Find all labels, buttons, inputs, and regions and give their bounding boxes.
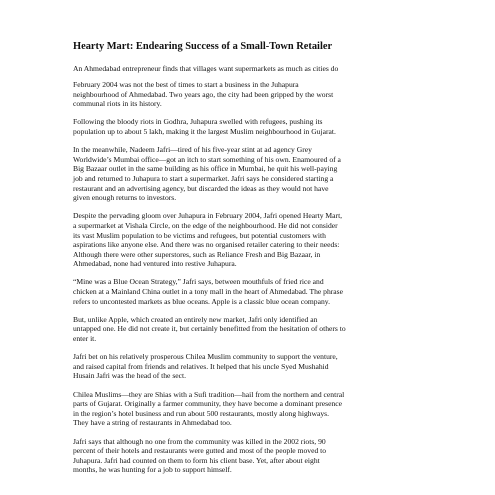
paragraph-line: in the region’s hotel business and run about 500 restaurants, mostly along highways. (73, 408, 330, 418)
paragraph-line: February 2004 was not the best of times to start a business in the Juhapura (73, 80, 299, 89)
paragraph-line: Big Bazaar outlet in the same building as his office in Mumbai, he quit his well-paying (73, 164, 338, 174)
paragraph-line: given enough returns to investors. (73, 193, 177, 203)
paragraph-line: untapped one. He did not create it, but certainly benefitted from the hesitation of others to (73, 324, 346, 334)
article-title: Hearty Mart: Endearing Success of a Small-Town Retailer (73, 41, 333, 52)
paragraph-line: a supermarket at Vishala Circle, on the edge of the neighbourhood. He did not consider (73, 220, 338, 230)
paragraph-line: population up to about 5 lakh, making it the largest Muslim neighbourhood in Gujarat. (73, 126, 336, 136)
paragraph-line: restaurant and an advertising agency, but discarded the ideas as they would not have (73, 183, 329, 193)
paragraph-line: In the meanwhile, Nadeem Jafri—tired of his five-year stint at ad agency Grey (73, 145, 312, 155)
paragraph-line: and raised capital from friends and relatives. It helped that his uncle Syed Mushahid (73, 361, 329, 371)
paragraph-line: aspirations like anyone else. And there was no organised retailer catering to their needs: (73, 240, 340, 250)
paragraph-line: They have a string of restaurants in Ahmedabad too. (73, 418, 232, 428)
article-paragraph (73, 277, 473, 306)
paragraph-line: percent of their hotels and restaurants were gutted and most of the people moved to (73, 446, 327, 456)
paragraph-line: Following the bloody riots in Godhra, Juhapura swelled with refugees, pushing its (73, 117, 323, 127)
paragraph-line: Although there were other superstores, such as Reliance Fresh and Big Bazaar, in (73, 249, 321, 259)
paragraph-line: Worldwide’s Mumbai office—got an itch to start something of his own. Enamoured of a (73, 154, 341, 164)
paragraph-line: its vast Muslim population to be victims and refugees, but potential customers with (73, 230, 326, 240)
paragraph-line: Husain Jafri was the head of the sect. (73, 371, 187, 381)
paragraph-line: enter it. (73, 334, 97, 344)
paragraph-line: Ahmedabad, none had ventured into restive Juhapura. (73, 259, 237, 269)
paragraph-line: “Mine was a Blue Ocean Strategy,” Jafri says, between mouthfuls of fried rice and (73, 277, 324, 287)
article-paragraph (73, 80, 473, 109)
paragraph-line: parts of Gujarat. Originally a farmer community, they have become a dominant presence (73, 399, 342, 409)
article-paragraph (73, 315, 473, 344)
article-paragraph (73, 145, 473, 203)
paragraph-line: Jafri says that although no one from the community was killed in the 2002 riots, 90 (73, 436, 326, 446)
article-body (73, 80, 473, 484)
paragraph-line: But, unlike Apple, which created an entirely new market, Jafri only identified an (73, 314, 318, 324)
paragraph-line: neighbourhood of Ahmedabad. Two years ago, the city had been gripped by the worst (73, 89, 334, 99)
paragraph-line: months, he was hunting for a job to support himself. (73, 465, 232, 475)
paragraph-line: job and returned to Juhapura to start a supermarket. Jafri says he considered starting a (73, 173, 334, 183)
paragraph-line: Chilea Muslims—they are Shias with a Sufi tradition—hail from the northern and central (73, 389, 345, 399)
article-paragraph (73, 211, 473, 269)
paragraph-line: communal riots in its history. (73, 99, 162, 109)
article-paragraph (73, 117, 473, 136)
article-paragraph (73, 352, 473, 381)
paragraph-line: refers to uncontested markets as blue oceans. Apple is a classic blue ocean company. (73, 296, 330, 306)
paragraph-line: Juhapura. Jafri had counted on them to form his client base. Yet, after about eight (73, 455, 320, 465)
paragraph-line: Jafri bet on his relatively prosperous Chilea Muslim community to support the venture, (73, 352, 338, 362)
article-paragraph (73, 390, 473, 428)
paragraph-line: Despite the pervading gloom over Juhapura in February 2004, Jafri opened Hearty Mart, (73, 211, 343, 221)
article-paragraph (73, 437, 473, 475)
paragraph-line: chicken at a Mainland China outlet in a tony mall in the heart of Ahmedabad. The phrase (73, 287, 343, 297)
article-subtitle: An Ahmedabad entrepreneur finds that villages want supermarkets as much as cities do (73, 64, 339, 73)
